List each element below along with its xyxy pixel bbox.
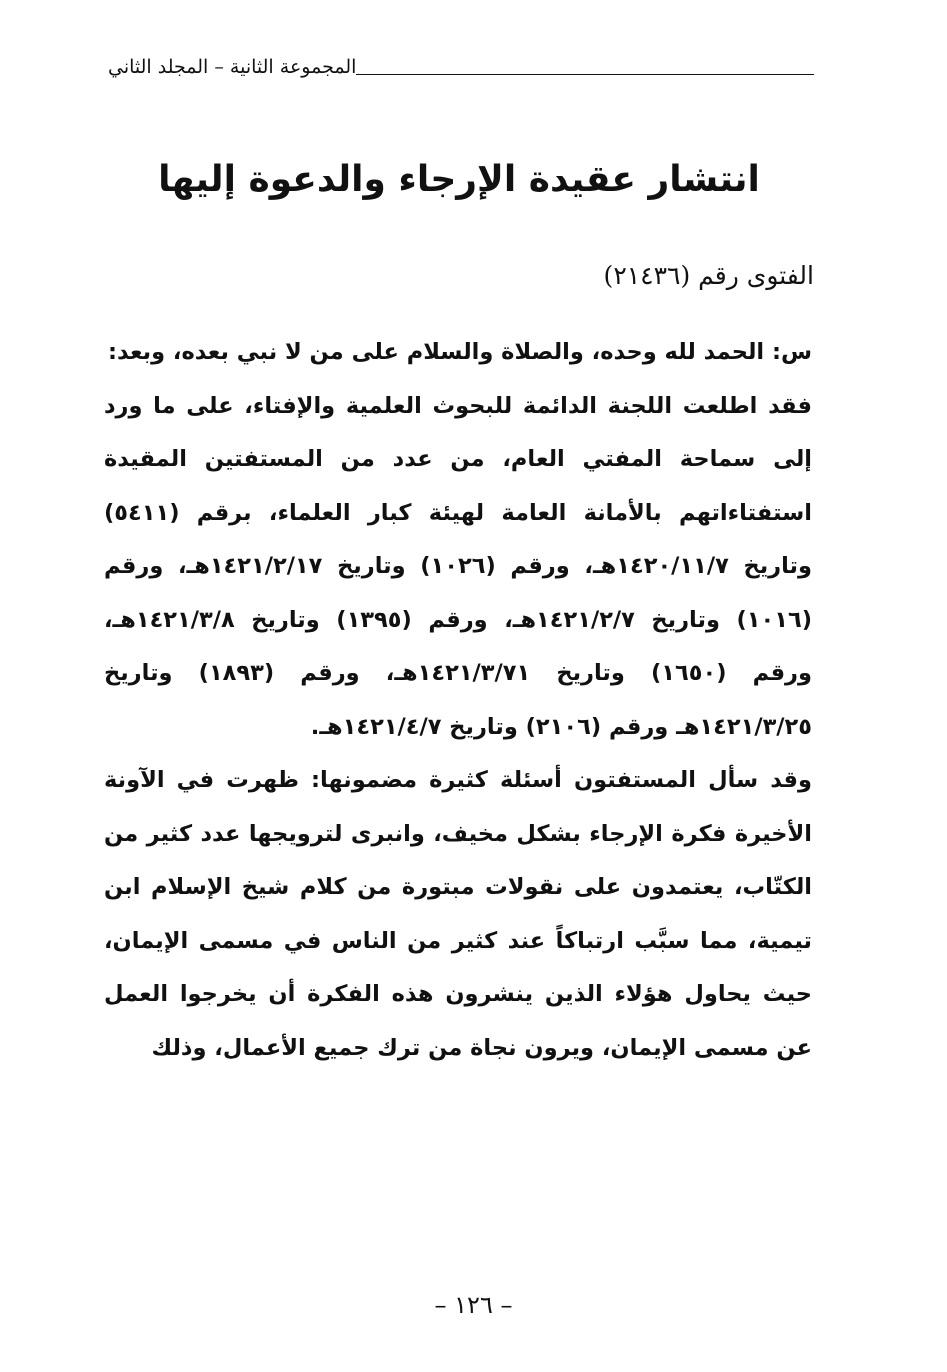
page-title: انتشار عقيدة الإرجاء والدعوة إليها [158,159,760,200]
page-number: – ١٢٦ – [434,1291,513,1319]
running-header-text: المجموعة الثانية – المجلد الثاني [108,56,357,78]
running-header [104,52,814,82]
question-paragraph: س: الحمد لله وحده، والصلاة والسلام على من لا نبي بعده، وبعد: [107,339,812,365]
header-rule [356,74,814,75]
fatwa-number: الفتوى رقم (٢١٤٣٦) [603,261,814,290]
body-text [104,326,812,1075]
question-content-paragraph: وقد سأل المستفتون أسئلة كثيرة مضمونها: ظهرت في الآونة الأخيرة فكرة الإرجاء بشكل مخيف، وانبرى لترويجها عدد كثير من الكتّاب، يعتمدون على نقولات مبتورة من كلام شيخ الإسلام ابن تيمية، مما سبَّب ارتباكاً عند كثير من الناس في مسمى الإيمان، حيث يحاول هؤلاء الذين ينشرون هذه الفكرة أن يخرجوا العمل عن مسمى الإيمان، ويرون نجاة من ترك جميع الأعمال، وذلك [104,767,812,1061]
intro-paragraph: فقد اطلعت اللجنة الدائمة للبحوث العلمية والإفتاء، على ما ورد إلى سماحة المفتي العام، من عدد من المستفتين المقيدة استفتاءاتهم بالأمانة العامة لهيئة كبار العلماء، برقم (٥٤١١) وتاريخ ١٤٢٠/١١/٧هـ، ورقم (١٠٢٦) وتاريخ ١٤٢١/٢/١٧هـ، ورقم (١٠١٦) وتاريخ ١٤٢١/٢/٧هـ، ورقم (١٣٩٥) وتاريخ ١٤٢١/٣/٨هـ، ورقم (١٦٥٠) وتاريخ ١٤٢١/٣/٧١هـ، ورقم (١٨٩٣) وتاريخ ١٤٢١/٣/٢٥هـ ورقم (٢١٠٦) وتاريخ ١٤٢١/٤/٧هـ. [104,392,813,740]
